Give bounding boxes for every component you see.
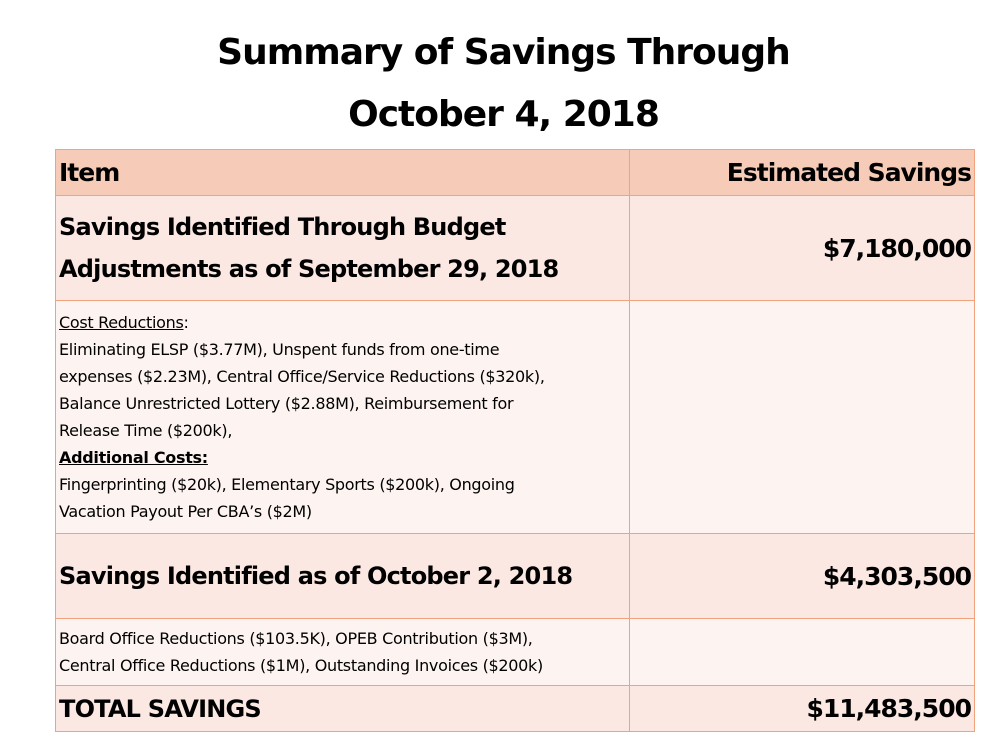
detail-line: Central Office Reductions ($1M), Outstanding Invoices ($200k) — [59, 656, 543, 675]
header-item: Item — [56, 150, 630, 196]
table-row — [56, 619, 975, 686]
table-row — [56, 534, 975, 619]
table-row-total — [56, 686, 975, 732]
row-amount: $4,303,500 — [630, 534, 975, 619]
table-row — [56, 301, 975, 534]
title-line-2: October 4, 2018 — [348, 94, 659, 135]
total-savings-label: TOTAL SAVINGS — [56, 686, 630, 732]
row-item-line: Adjustments as of September 29, 2018 — [59, 255, 559, 283]
detail-line: Board Office Reductions ($103.5K), OPEB Contribution ($3M), — [59, 629, 533, 648]
total-savings-amount: $11,483,500 — [630, 686, 975, 732]
detail-line: Vacation Payout Per CBA’s ($2M) — [59, 502, 312, 521]
row-item-october-savings: Savings Identified as of October 2, 2018 — [56, 534, 630, 619]
savings-table — [55, 149, 975, 732]
detail-line: Eliminating ELSP ($3.77M), Unspent funds from one-time — [59, 340, 500, 359]
row-item-cost-details — [56, 301, 630, 534]
row-amount: $7,180,000 — [630, 196, 975, 301]
detail-line: Fingerprinting ($20k), Elementary Sports ($200k), Ongoing — [59, 475, 515, 494]
table-row — [56, 196, 975, 301]
cost-reductions-label: Cost Reductions — [59, 313, 184, 332]
row-item-budget-adjustments — [56, 196, 630, 301]
cost-reductions-colon: : — [183, 313, 189, 332]
row-item-october-details — [56, 619, 630, 686]
additional-costs-label: Additional Costs: — [59, 448, 208, 467]
title-line-1: Summary of Savings Through — [217, 32, 790, 73]
detail-line: Balance Unrestricted Lottery ($2.88M), Reimbursement for — [59, 394, 514, 413]
cost-reductions-heading — [59, 309, 626, 336]
row-amount-empty — [630, 301, 975, 534]
table-header-row — [56, 150, 975, 196]
page-title — [0, 22, 1007, 146]
detail-line: Release Time ($200k), — [59, 421, 233, 440]
detail-line: expenses ($2.23M), Central Office/Service Reductions ($320k), — [59, 367, 545, 386]
row-amount-empty — [630, 619, 975, 686]
header-estimated-savings: Estimated Savings — [630, 150, 975, 196]
row-item-line: Savings Identified Through Budget — [59, 213, 506, 241]
